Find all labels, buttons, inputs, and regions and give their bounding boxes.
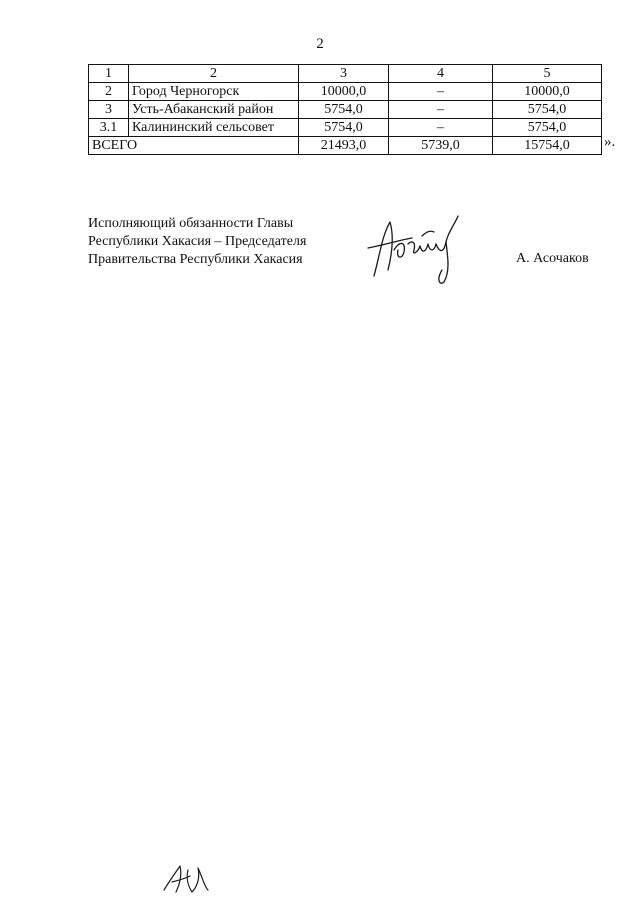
table-row [89, 119, 602, 137]
handwritten-signature [360, 210, 470, 288]
total-label: ВСЕГО [89, 137, 299, 155]
signatory-name: А. Асочаков [516, 251, 589, 266]
total-value-col5: 15754,0 [493, 137, 602, 155]
header-cell: 5 [493, 65, 602, 83]
row-value-col5: 5754,0 [493, 119, 602, 137]
row-value-col4: – [389, 83, 493, 101]
table-row [89, 101, 602, 119]
signatory-title-line: Республики Хакасия – Председателя [88, 234, 307, 249]
row-value-col4: – [389, 101, 493, 119]
row-value-col5: 10000,0 [493, 83, 602, 101]
row-name: Город Черногорск [129, 83, 299, 101]
row-value-col4: – [389, 119, 493, 137]
signatory-title-line: Правительства Республики Хакасия [88, 252, 303, 267]
header-cell: 2 [129, 65, 299, 83]
table-row [89, 83, 602, 101]
closing-quote-mark: ». [604, 134, 616, 150]
handwritten-initials [160, 860, 216, 898]
signatory-title [88, 215, 306, 269]
row-number: 2 [89, 83, 129, 101]
table-header-row [89, 65, 602, 83]
header-cell: 4 [389, 65, 493, 83]
budget-table [88, 64, 602, 155]
row-value-col3: 5754,0 [299, 101, 389, 119]
header-cell: 1 [89, 65, 129, 83]
row-name: Усть-Абаканский район [129, 101, 299, 119]
row-number: 3 [89, 101, 129, 119]
total-value-col4: 5739,0 [389, 137, 493, 155]
header-cell: 3 [299, 65, 389, 83]
row-value-col3: 10000,0 [299, 83, 389, 101]
signatory-title-line: Исполняющий обязанности Главы [88, 216, 294, 231]
row-name: Калининский сельсовет [129, 119, 299, 137]
table-total-row [89, 137, 602, 155]
page-number: 2 [316, 36, 324, 52]
total-value-col3: 21493,0 [299, 137, 389, 155]
row-number: 3.1 [89, 119, 129, 137]
row-value-col5: 5754,0 [493, 101, 602, 119]
row-value-col3: 5754,0 [299, 119, 389, 137]
